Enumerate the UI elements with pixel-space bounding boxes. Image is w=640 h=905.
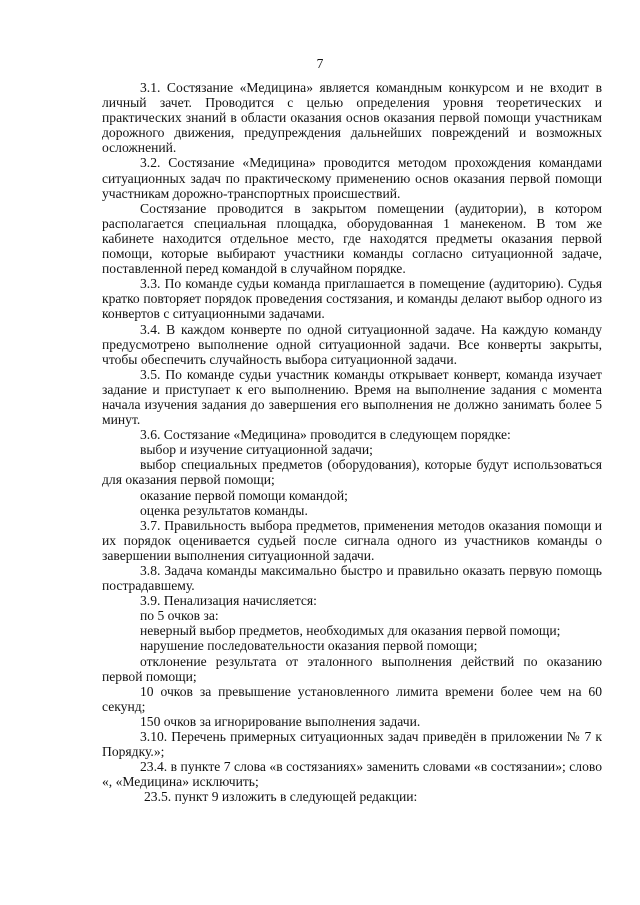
paragraph-3-3: 3.3. По команде судьи команда приглашается в помещение (аудиторию). Судья кратко повторяет порядок проведения состязания, и команды делают выбор одного из конвертов с ситуационными задачами.	[102, 276, 602, 322]
paragraph-3-8: 3.8. Задача команды максимально быстро и правильно оказать первую помощь пострадавшему.	[102, 563, 602, 594]
penalty-5-points: по 5 очков за:	[140, 608, 219, 624]
penalty-150-points: 150 очков за игнорирование выполнения задачи.	[140, 713, 421, 729]
paragraph-23-5: 23.5. пункт 9 изложить в следующей редакции:	[144, 789, 418, 805]
paragraph-3-10: 3.10. Перечень примерных ситуационных задач приведён в приложении № 7 к Порядку.»;	[102, 729, 602, 760]
paragraph-3-6: 3.6. Состязание «Медицина» проводится в следующем порядке:	[140, 427, 511, 443]
paragraph-3-2: 3.2. Состязание «Медицина» проводится методом прохождения командами ситуационных задач по практическому применению основ оказания первой помощи участникам дорожно-транспортных происшествий.	[102, 155, 602, 201]
paragraph-3-5: 3.5. По команде судьи участник команды открывает конверт, команда изучает задание и приступает к его выполнению. Время на выполнение задания с момента начала изучения задания до завершения его выполнения не должно занимать более 5 минут.	[102, 366, 602, 428]
paragraph-room-description: Состязание проводится в закрытом помещении (аудитории), в котором располагается специальная площадка, оборудованная 1 манекеном. В том же кабинете находится отдельное место, где находятся предметы оказания первой помощи, которые выбирают участники команды согласно ситуационной задаче, поставленной перед командой в случайном порядке.	[102, 200, 602, 277]
list-item-evaluation: оценка результатов команды.	[140, 502, 308, 518]
paragraph-3-9: 3.9. Пенализация начисляется:	[140, 593, 317, 609]
paragraph-3-7: 3.7. Правильность выбора предметов, применения методов оказания помощи и их порядок оценивается судьей после сигнала одного из участников команды о завершении выполнения ситуационной задачи.	[102, 517, 602, 563]
paragraph-3-1: 3.1. Состязание «Медицина» является командным конкурсом и не входит в личный зачет. Проводится с целью определения уровня теоретических и практических знаний в области оказания основ оказания первой помощи участникам дорожного движения, предупреждения дальнейших повреждений и возможных осложнений.	[102, 80, 602, 156]
page-number: 7	[316, 56, 324, 71]
penalty-sequence-violation: нарушение последовательности оказания первой помощи;	[140, 638, 478, 654]
penalty-wrong-selection: неверный выбор предметов, необходимых для оказания первой помощи;	[140, 623, 561, 639]
list-item-first-aid: оказание первой помощи командой;	[140, 487, 348, 503]
penalty-10-points: 10 очков за превышение установленного лимита времени более чем на 60 секунд;	[102, 683, 602, 714]
list-item-equipment-selection: выбор специальных предметов (оборудования), которые будут использоваться для оказания первой помощи;	[102, 457, 602, 488]
paragraph-3-4: 3.4. В каждом конверте по одной ситуационной задаче. На каждую команду предусмотрено выполнение одной ситуационной задачи. Все конверты закрыты, чтобы обеспечить случайность выбора ситуационной задачи.	[102, 321, 602, 367]
paragraph-23-4: 23.4. в пункте 7 слова «в состязаниях» заменить словами «в состязании»; слово «, «Медицина» исключить;	[102, 759, 602, 790]
document-body	[102, 80, 602, 805]
list-item-task-selection: выбор и изучение ситуационной задачи;	[140, 442, 373, 458]
penalty-deviation: отклонение результата от эталонного выполнения действий по оказанию первой помощи;	[102, 653, 602, 684]
